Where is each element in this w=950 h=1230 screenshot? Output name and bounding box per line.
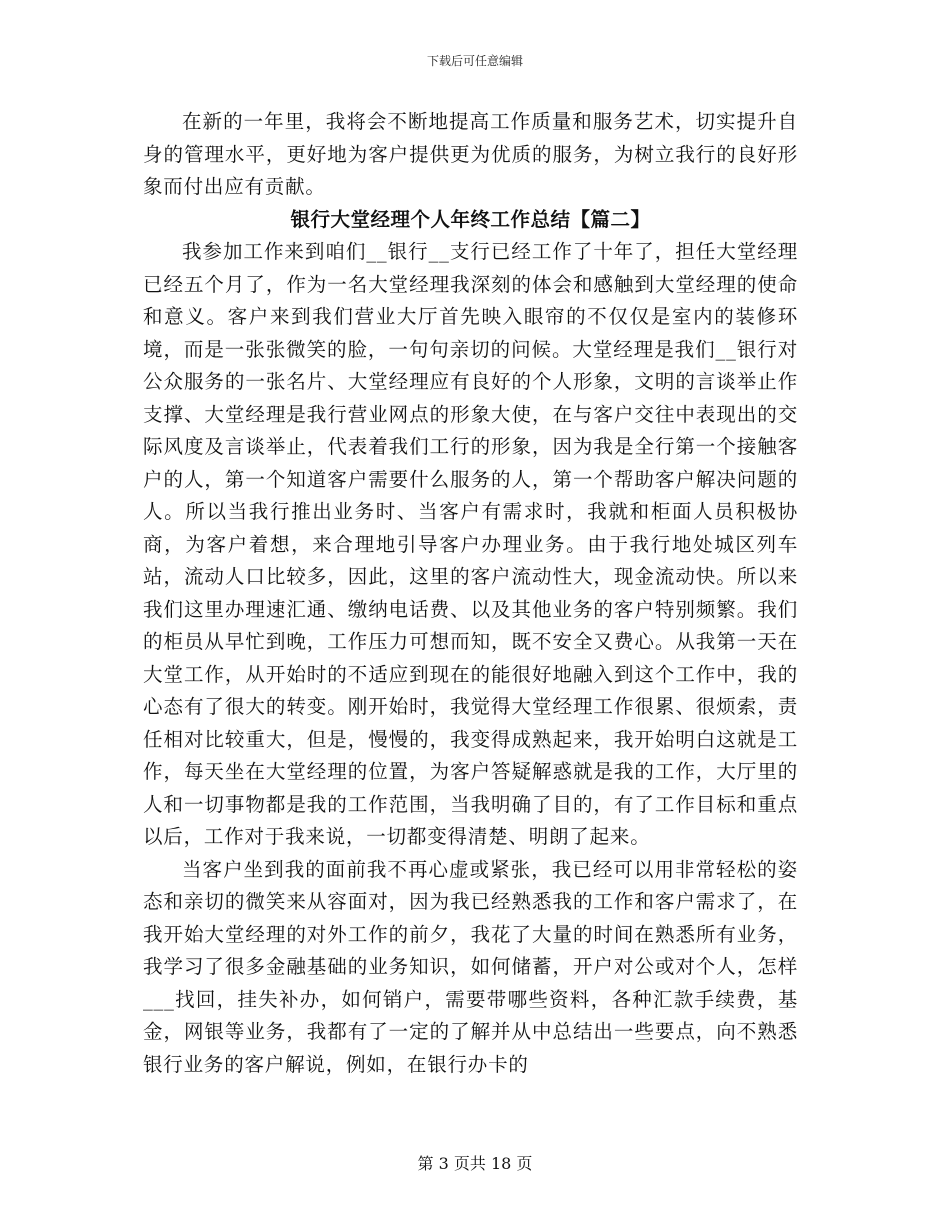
paragraph-2: 我参加工作来到咱们__银行__支行已经工作了十年了，担任大堂经理已经五个月了，作为一名大堂经理我深刻的体会和感触到大堂经理的使命和意义。客户来到我们营业大厅首先映入眼帘的不仅仅是室内的装修环境，而是一张张微笑的脸，一句句亲切的问候。大堂经理是我们__银行对公众服务的一张名片、大堂经理应有良好的个人形象，文明的言谈举止作支撑、大堂经理是我行营业网点的形象大使，在与客户交往中表现出的交际风度及言谈举止，代表着我们工行的形象，因为我是全行第一个接触客户的人，第一个知道客户需要什么服务的人，第一个帮助客户解决问题的人。所以当我行推出业务时、当客户有需求时，我就和柜面人员积极协商，为客户着想，来合理地引导客户办理业务。由于我行地处城区列车站，流动人口比较多，因此，这里的客户流动性大，现金流动快。所以来我们这里办理速汇通、缴纳电话费、以及其他业务的客户特别频繁。我们的柜员从早忙到晚，工作压力可想而知，既不安全又费心。从我第一天在大堂工作，从开始时的不适应到现在的能很好地融入到这个工作中，我的心态有了很大的转变。刚开始时，我觉得大堂经理工作很累、很烦索，责任相对比较重大，但是，慢慢的，我变得成熟起来，我开始明白这就是工作，每天坐在大堂经理的位置，为客户答疑解惑就是我的工作，大厅里的人和一切事物都是我的工作范围，当我明确了目的，有了工作目标和重点以后，工作对于我来说，一切都变得清楚、明朗了起来。 — [143, 240, 798, 848]
paragraph-3: 当客户坐到我的面前我不再心虚或紧张，我已经可以用非常轻松的姿态和亲切的微笑来从容面对，因为我已经熟悉我的工作和客户需求了，在我开始大堂经理的对外工作的前夕，我花了大量的时间在熟悉所有业务，我学习了很多金融基础的业务知识，如何储蓄，开户对公或对个人，怎样___找回，挂失补办，如何销户，需要带哪些资料，各种汇款手续费，基金，网银等业务，我都有了一定的了解并从中总结出一些要点，向不熟悉银行业务的客户解说，例如，在银行办卡的 — [143, 857, 798, 1076]
page-footer — [0, 1153, 950, 1175]
header-note: 下载后可任意编辑 — [426, 54, 523, 68]
page-number: 第 3 页共 18 页 — [417, 1154, 533, 1173]
paragraph-1: 在新的一年里，我将会不断地提高工作质量和服务艺术，切实提升自身的管理水平，更好地为客户提供更为优质的服务，为树立我行的良好形象而付出应有贡献。 — [143, 110, 798, 198]
document-body — [143, 106, 798, 1081]
section-heading: 银行大堂经理个人年终工作总结【篇二】 — [290, 207, 651, 231]
page-header — [0, 53, 950, 69]
